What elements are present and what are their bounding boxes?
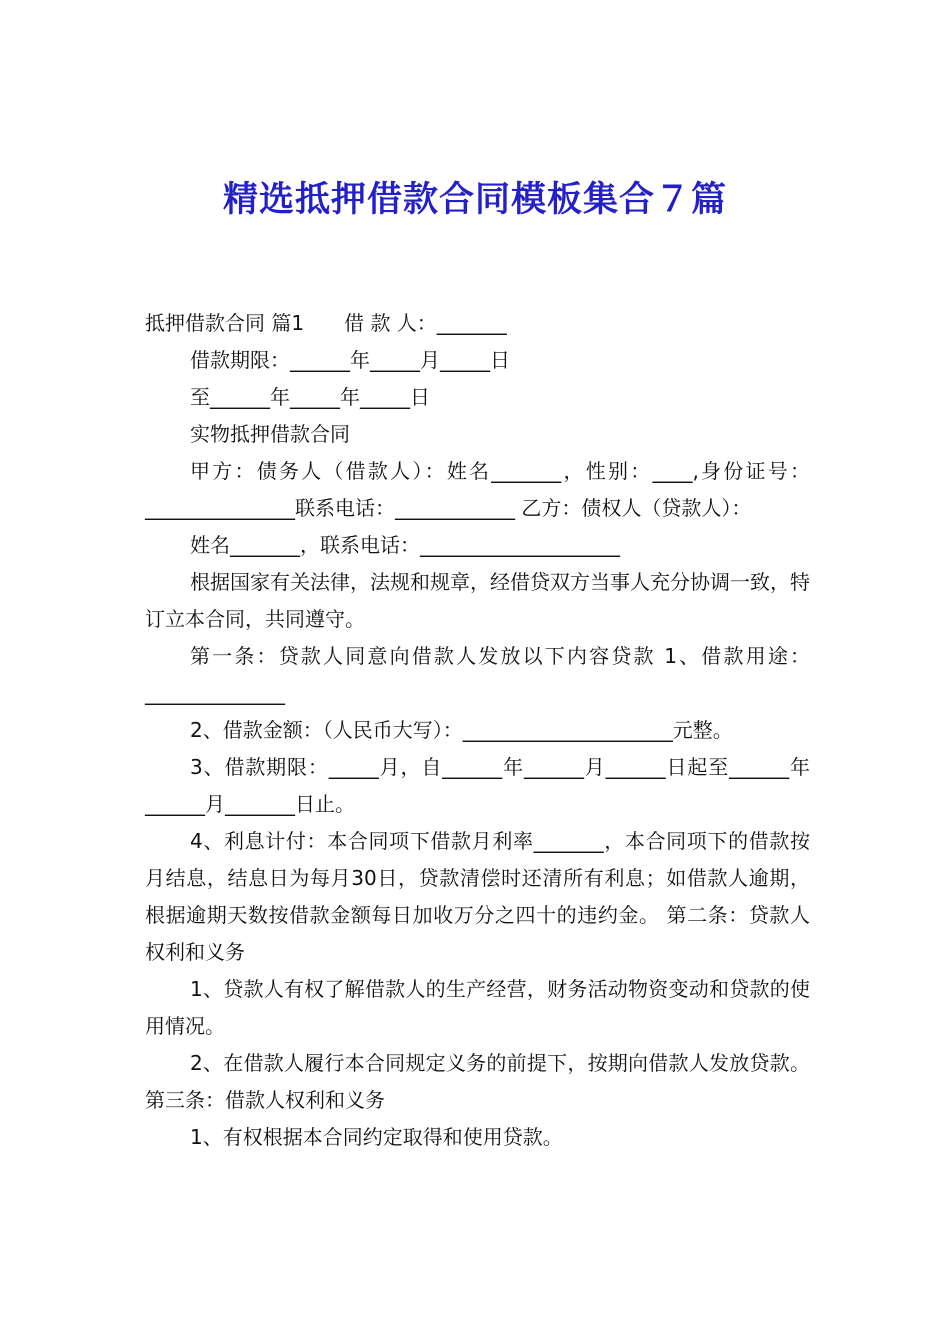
paragraph-party-a: 甲方：债务人（借款人）：姓名_______，性别：____,身份证号：_______________联系电话：____________ 乙方：债权人（贷款人）： <box>145 459 810 520</box>
paragraph-article-1: 第一条：贷款人同意向借款人发放以下内容贷款 1、借款用途：______________ <box>145 644 810 705</box>
paragraph-heading-line: 抵押借款合同 篇1 借 款 人：_______ <box>145 311 507 335</box>
paragraph-loan-period: 3、借款期限：_____月，自______年______月______日起至______年______月_______日止。 <box>145 755 810 816</box>
paragraph-contract-name: 实物抵押借款合同 <box>190 422 350 446</box>
paragraph-preamble: 根据国家有关法律，法规和规章，经借贷双方当事人充分协调一致，特订立本合同，共同遵守。 <box>145 570 810 631</box>
document-body <box>145 305 810 1156</box>
paragraph-loan-term: 借款期限：______年_____月_____日 <box>190 348 510 372</box>
paragraph-borrower-right-1: 1、有权根据本合同约定取得和使用贷款。 <box>190 1125 563 1149</box>
document-title: 精选抵押借款合同模板集合７篇 <box>222 180 727 220</box>
paragraph-interest: 4、利息计付：本合同项下借款月利率_______，本合同项下的借款按月结息，结息日为每月30日，贷款清偿时还清所有利息；如借款人逾期，根据逾期天数按借款金额每日加收万分之四十的违约金。 第二条：贷款人权利和义务 <box>145 829 810 964</box>
paragraph-party-b-contact: 姓名_______，联系电话：____________________ <box>190 533 620 557</box>
paragraph-loan-amount: 2、借款金额：（人民币大写）：_____________________元整。 <box>190 718 733 742</box>
paragraph-loan-term-end: 至______年_____年_____日 <box>190 385 430 409</box>
paragraph-lender-right-2: 2、在借款人履行本合同规定义务的前提下，按期向借款人发放贷款。 第三条：借款人权利和义务 <box>145 1051 810 1112</box>
paragraph-lender-right-1: 1、贷款人有权了解借款人的生产经营，财务活动物资变动和贷款的使用情况。 <box>145 977 810 1038</box>
